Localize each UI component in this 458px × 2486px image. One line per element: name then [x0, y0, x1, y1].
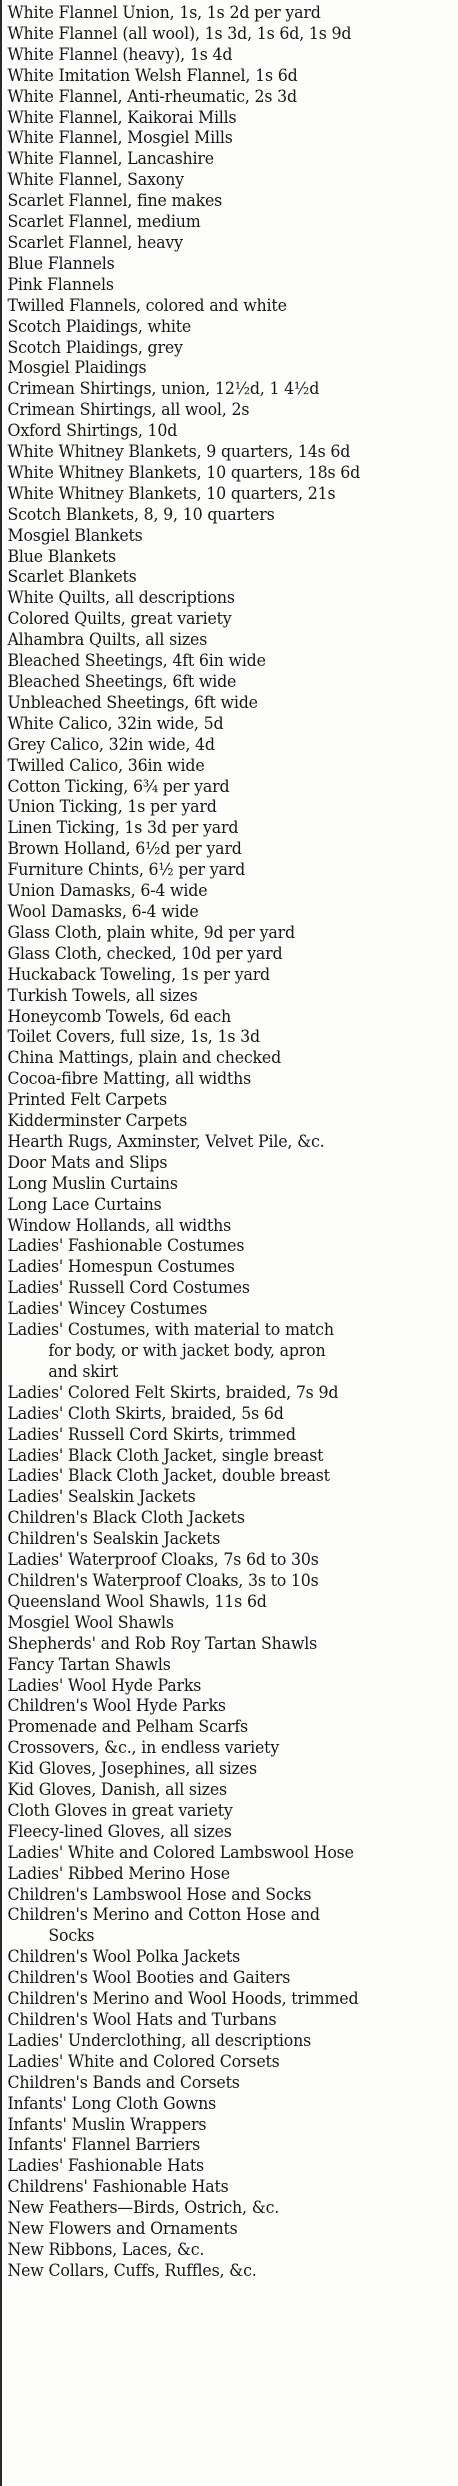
list-item: Children's Wool Polka Jackets	[7, 1947, 241, 1968]
list-item: Ladies' Black Cloth Jacket, single breast	[7, 1445, 324, 1466]
list-item: Crimean Shirtings, union, 12½d, 1 4½d	[7, 379, 320, 400]
list-item: Shepherds' and Rob Roy Tartan Shawls	[7, 1633, 318, 1654]
list-item: Children's Bands and Corsets	[7, 2072, 240, 2093]
list-item: Colored Quilts, great variety	[7, 609, 232, 630]
list-item: White Quilts, all descriptions	[7, 588, 235, 609]
list-item: White Flannel (heavy), 1s 4d	[7, 44, 233, 65]
list-item: Children's Waterproof Cloaks, 3s to 10s	[7, 1570, 319, 1591]
list-item: Grey Calico, 32in wide, 4d	[7, 734, 215, 755]
list-item: White Whitney Blankets, 10 quarters, 21s	[7, 483, 336, 504]
list-item: White Flannel, Mosgiel Mills	[7, 128, 233, 149]
list-item: Scotch Blankets, 8, 9, 10 quarters	[7, 504, 275, 525]
list-item: White Whitney Blankets, 9 quarters, 14s 6d	[7, 442, 351, 463]
list-item: Twilled Calico, 36in wide	[7, 755, 205, 776]
list-item: Ladies' Fashionable Costumes	[7, 1236, 245, 1257]
list-item: Blue Flannels	[7, 253, 115, 274]
list-item: Union Damasks, 6-4 wide	[7, 881, 208, 902]
list-item: Wool Damasks, 6-4 wide	[7, 901, 199, 922]
list-item-continuation: and skirt	[48, 1361, 119, 1382]
list-item: Honeycomb Towels, 6d each	[7, 1006, 232, 1027]
list-item: Ladies' Waterproof Cloaks, 7s 6d to 30s	[7, 1550, 319, 1571]
list-item: Cocoa-fibre Matting, all widths	[7, 1069, 252, 1090]
list-item: Door Mats and Slips	[7, 1152, 168, 1173]
list-item: Ladies' Black Cloth Jacket, double breast	[7, 1466, 330, 1487]
list-item: Fleecy-lined Gloves, all sizes	[7, 1821, 232, 1842]
list-item: Pink Flannels	[7, 274, 114, 295]
list-item: White Flannel, Lancashire	[7, 149, 214, 170]
list-item: Crimean Shirtings, all wool, 2s	[7, 400, 250, 421]
list-item: Mosgiel Plaidings	[7, 358, 147, 379]
list-item: White Imitation Welsh Flannel, 1s 6d	[7, 65, 298, 86]
list-item: Childrens' Fashionable Hats	[7, 2177, 229, 2198]
list-item: Ladies' Russell Cord Costumes	[7, 1278, 250, 1299]
list-item-continuation: Socks	[48, 1926, 95, 1947]
list-item: Oxford Shirtings, 10d	[7, 421, 178, 442]
list-item: Children's Merino and Wool Hoods, trimmed	[7, 1989, 359, 2010]
list-item: Ladies' Russell Cord Skirts, trimmed	[7, 1424, 296, 1445]
list-item: Printed Felt Carpets	[7, 1090, 167, 1111]
list-item: Brown Holland, 6½d per yard	[7, 839, 242, 860]
list-item: Ladies' Sealskin Jackets	[7, 1487, 196, 1508]
list-item: Unbleached Sheetings, 6ft wide	[7, 692, 258, 713]
list-item: Fancy Tartan Shawls	[7, 1654, 171, 1675]
list-item: Union Ticking, 1s per yard	[7, 797, 217, 818]
list-item: Cotton Ticking, 6¾ per yard	[7, 776, 230, 797]
list-item: Infants' Long Cloth Gowns	[7, 2093, 217, 2114]
list-item: White Flannel Union, 1s, 1s 2d per yard	[7, 3, 321, 23]
list-item: Scarlet Flannel, medium	[7, 212, 201, 233]
list-item: Bleached Sheetings, 6ft wide	[7, 672, 237, 692]
list-item: Glass Cloth, checked, 10d per yard	[7, 943, 283, 964]
list-item: Hearth Rugs, Axminster, Velvet Pile, &c.	[7, 1131, 325, 1152]
list-item: Ladies' White and Colored Lambswool Hose	[7, 1842, 354, 1863]
list-item: Ladies' Ribbed Merino Hose	[7, 1863, 230, 1884]
list-item: New Feathers—Birds, Ostrich, &c.	[7, 2198, 280, 2219]
list-item: Huckaback Toweling, 1s per yard	[7, 964, 271, 985]
list-item: Glass Cloth, plain white, 9d per yard	[7, 922, 295, 943]
list-item: Kidderminster Carpets	[7, 1111, 188, 1132]
list-item: China Mattings, plain and checked	[7, 1048, 282, 1069]
list-item: Ladies' Wincey Costumes	[7, 1299, 208, 1320]
list-item: White Flannel, Saxony	[7, 170, 184, 191]
list-item: New Ribbons, Laces, &c.	[7, 2239, 205, 2260]
list-item: Ladies' Underclothing, all descriptions	[7, 2030, 312, 2051]
list-item: Crossovers, &c., in endless variety	[7, 1738, 280, 1759]
list-item: Scarlet Blankets	[7, 567, 137, 588]
list-item: Bleached Sheetings, 4ft 6in wide	[7, 651, 266, 672]
list-item: Long Lace Curtains	[7, 1194, 162, 1215]
list-item: Ladies' Costumes, with material to match	[7, 1320, 334, 1341]
list-item: Turkish Towels, all sizes	[7, 985, 198, 1006]
list-item: Children's Sealskin Jackets	[7, 1529, 221, 1550]
list-item: Scotch Plaidings, white	[7, 316, 192, 337]
list-item: White Whitney Blankets, 10 quarters, 18s 6d	[7, 462, 361, 483]
list-item: Alhambra Quilts, all sizes	[7, 630, 208, 651]
list-item-continuation: for body, or with jacket body, apron	[48, 1341, 326, 1361]
list-item: Children's Lambswool Hose and Socks	[7, 1884, 312, 1905]
list-item: Ladies' Colored Felt Skirts, braided, 7s 9d	[7, 1382, 339, 1403]
list-item: Window Hollands, all widths	[7, 1215, 232, 1236]
list-item: Linen Ticking, 1s 3d per yard	[7, 818, 239, 839]
list-item: Children's Wool Hyde Parks	[7, 1696, 226, 1717]
list-item: Infants' Flannel Barriers	[7, 2135, 201, 2156]
list-item: Scotch Plaidings, grey	[7, 337, 183, 358]
list-item: Scarlet Flannel, fine makes	[7, 191, 223, 212]
list-item: White Calico, 32in wide, 5d	[7, 713, 224, 734]
list-item: Furniture Chints, 6½ per yard	[7, 860, 246, 881]
list-item: Ladies' Homespun Costumes	[7, 1257, 235, 1278]
list-item: Ladies' Fashionable Hats	[7, 2156, 204, 2177]
list-item: Mosgiel Wool Shawls	[7, 1612, 174, 1633]
list-item: Children's Wool Hats and Turbans	[7, 2010, 277, 2030]
list-item: Ladies' Cloth Skirts, braided, 5s 6d	[7, 1403, 284, 1424]
list-item: White Flannel, Anti-rheumatic, 2s 3d	[7, 86, 297, 107]
list-item: Blue Blankets	[7, 546, 116, 567]
list-item: New Flowers and Ornaments	[7, 2219, 238, 2240]
list-item: Children's Merino and Cotton Hose and	[7, 1905, 320, 1926]
list-item: Queensland Wool Shawls, 11s 6d	[7, 1591, 267, 1612]
list-item: Ladies' White and Colored Corsets	[7, 2051, 280, 2072]
list-item: White Flannel (all wool), 1s 3d, 1s 6d, 1s 9d	[7, 23, 352, 44]
list-item: Mosgiel Blankets	[7, 525, 143, 546]
list-item: Kid Gloves, Josephines, all sizes	[7, 1759, 257, 1780]
list-item: Cloth Gloves in great variety	[7, 1800, 233, 1821]
list-item: White Flannel, Kaikorai Mills	[7, 107, 237, 128]
list-item: Scarlet Flannel, heavy	[7, 232, 183, 253]
list-item: New Collars, Cuffs, Ruffles, &c.	[7, 2260, 257, 2281]
list-item: Toilet Covers, full size, 1s, 1s 3d	[7, 1027, 260, 1048]
list-item: Children's Black Cloth Jackets	[7, 1508, 245, 1529]
list-item: Infants' Muslin Wrappers	[7, 2114, 207, 2135]
list-item: Promenade and Pelham Scarfs	[7, 1717, 248, 1738]
list-item: Children's Wool Booties and Gaiters	[7, 1968, 291, 1989]
list-item: Kid Gloves, Danish, all sizes	[7, 1780, 227, 1801]
list-item: Long Muslin Curtains	[7, 1173, 178, 1194]
list-item: Ladies' Wool Hyde Parks	[7, 1675, 202, 1696]
list-item: Twilled Flannels, colored and white	[7, 295, 287, 316]
